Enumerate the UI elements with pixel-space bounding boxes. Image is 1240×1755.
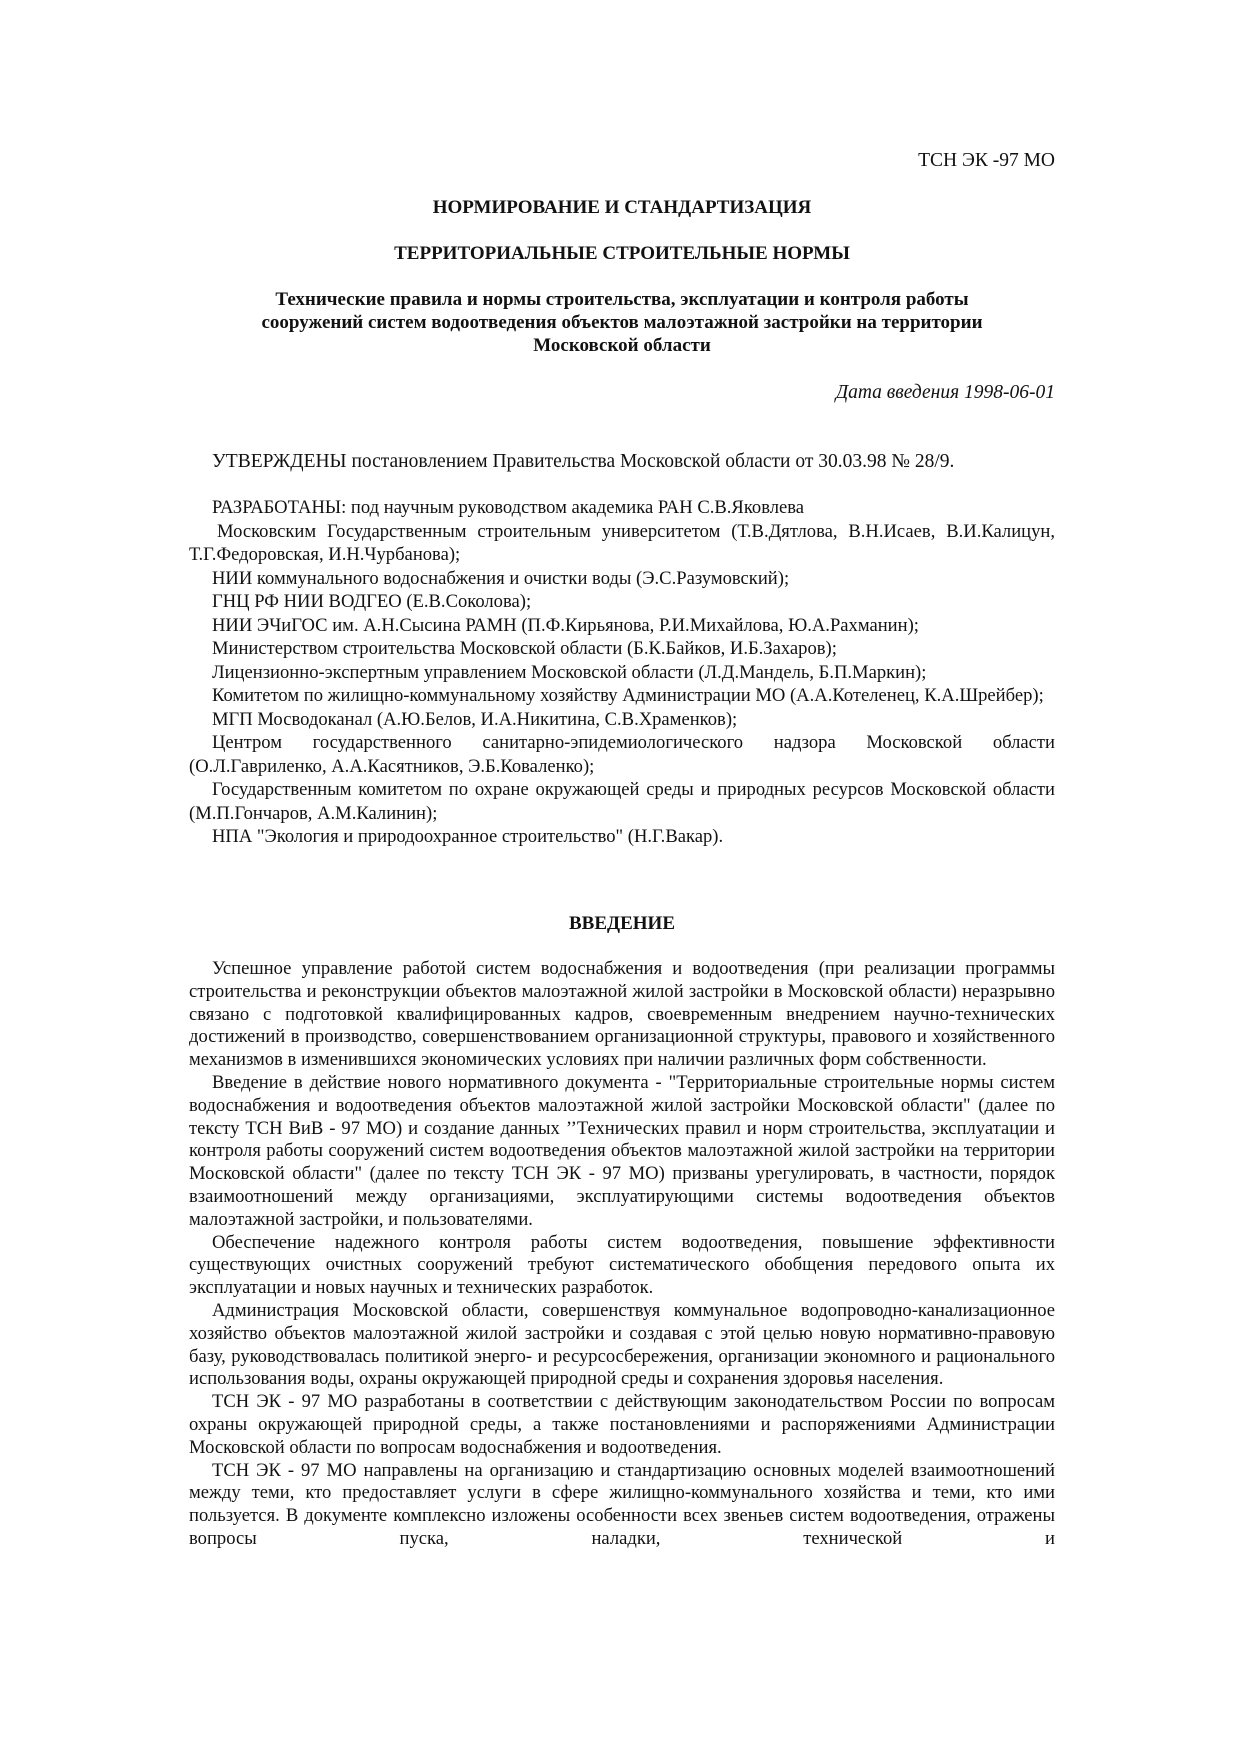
developers-list bbox=[189, 496, 1055, 849]
developer-line: НИИ коммунального водоснабжения и очистки воды (Э.С.Разумовский); bbox=[212, 567, 790, 589]
developer-line: Лицензионно-экспертным управлением Московской области (Л.Д.Мандель, Б.П.Маркин); bbox=[212, 661, 927, 683]
developer-line: МГП Мосводоканал (А.Ю.Белов, И.А.Никитина, С.В.Храменков); bbox=[212, 708, 738, 730]
developer-line: Комитетом по жилищно-коммунальному хозяйству Администрации МО (А.А.Котеленец, К.А.Шрейбер); bbox=[212, 685, 1044, 706]
introduction-paragraph: Обеспечение надежного контроля работы систем водоотведения, повышение эффективности существующих очистных сооружений требуют систематического обобщения передового опыта их эксплуатации и новых научных и технических разработок. bbox=[189, 1231, 1055, 1299]
approved-statement: УТВЕРЖДЕНЫ постановлением Правительства Московской области от 30.03.98 № 28/9. bbox=[212, 451, 955, 472]
document-code: ТСН ЭК -97 МО bbox=[918, 150, 1055, 171]
heading-territorial-norms: ТЕРРИТОРИАЛЬНЫЕ СТРОИТЕЛЬНЫЕ НОРМЫ bbox=[394, 243, 850, 264]
introduction-paragraph: Введение в действие нового нормативного документа - "Территориальные строительные нормы систем водоснабжения и водоотведения объектов малоэтажной жилой застройки Московской области" (далее по тексту ТСН ВиВ - 97 МО) и создание данных ’’Технических правил и норм строительства, эксплуатации и контроля работы сооружений систем водоотведения объектов малоэтажной жилой застройки на территории Московской области" (далее по тексту ТСН ЭК - 97 МО) призваны урегулировать, в частности, порядок взаимоотношений между организациями, эксплуатирующими системы водоотведения объектов малоэтажной застройки, и пользователями. bbox=[189, 1071, 1055, 1230]
developer-line: Министерством строительства Московской области (Б.К.Байков, И.Б.Захаров); bbox=[212, 638, 837, 659]
developer-line: Московским Государственным строительным университетом (Т.В.Дятлова, В.Н.Исаев, В.И.Калицун, Т.Г.Федоровская, И.Н.Чурбанова); bbox=[189, 520, 1055, 565]
developer-line: НПА "Экология и природоохранное строительство" (Н.Г.Вакар). bbox=[212, 826, 724, 847]
developer-line: РАЗРАБОТАНЫ: под научным руководством академика РАН С.В.Яковлева bbox=[212, 497, 805, 518]
developer-line: НИИ ЭЧиГОС им. А.Н.Сысина РАМН (П.Ф.Кирьянова, Р.И.Михайлова, Ю.А.Рахманин); bbox=[212, 614, 919, 636]
introduction-paragraph: Администрация Московской области, совершенствуя коммунальное водопроводно-канализационное хозяйство объектов малоэтажной жилой застройки и создавая с этой целью новую нормативно-правовую базу, руководствовалась политикой энерго- и ресурсосбережения, организации экономного и рационального использования воды, охраны окружающей природной среды и сохранения здоровья населения. bbox=[189, 1299, 1055, 1390]
developer-line: ГНЦ РФ НИИ ВОДГЕО (Е.В.Соколова); bbox=[212, 591, 532, 612]
introduction-paragraph: ТСН ЭК - 97 МО направлены на организацию и стандартизацию основных моделей взаимоотношений между теми, кто предоставляет услуги в сфере жилищно-коммунального хозяйства и теми, кто ими пользуется. В документе комплексно изложены особенности всех звеньев систем водоотведения, отражены вопросы пуска, наладки, технической и bbox=[189, 1459, 1055, 1549]
document-title-line: Технические правила и нормы строительства, эксплуатации и контроля работы bbox=[275, 289, 969, 310]
developer-line: Центром государственного санитарно-эпидемиологического надзора Московской области (О.Л.Гавриленко, А.А.Касятников, Э.Б.Коваленко); bbox=[189, 732, 1055, 777]
introduction-date: Дата введения 1998-06-01 bbox=[835, 382, 1055, 403]
introduction-paragraph: Успешное управление работой систем водоснабжения и водоотведения (при реализации программы строительства и реконструкции объектов малоэтажной жилой застройки в Московской области) неразрывно связано с подготовкой квалифицированных кадров, своевременным внедрением научно-технических достижений в производство, совершенствованием организационной структуры, правового и хозяйственного механизмов в изменившихся экономических условиях при наличии различных форм собственности. bbox=[189, 958, 1055, 1071]
introduction-heading: ВВЕДЕНИЕ bbox=[569, 913, 675, 934]
introduction-paragraph: ТСН ЭК - 97 МО разработаны в соответствии с действующим законодательством России по вопросам охраны окружающей природной среды, а также постановлениями и распоряжениями Администрации Московской области по вопросам водоснабжения и водоотведения. bbox=[189, 1391, 1055, 1458]
document-title-line: Московской области bbox=[533, 335, 711, 356]
heading-standardization: НОРМИРОВАНИЕ И СТАНДАРТИЗАЦИЯ bbox=[432, 197, 812, 218]
document-title bbox=[189, 288, 1055, 357]
developer-line: Государственным комитетом по охране окружающей среды и природных ресурсов Московской области (М.П.Гончаров, А.М.Калинин); bbox=[189, 779, 1055, 824]
document-title-line: сооружений систем водоотведения объектов малоэтажной застройки на территории bbox=[261, 312, 983, 333]
introduction-body bbox=[189, 958, 1055, 1551]
